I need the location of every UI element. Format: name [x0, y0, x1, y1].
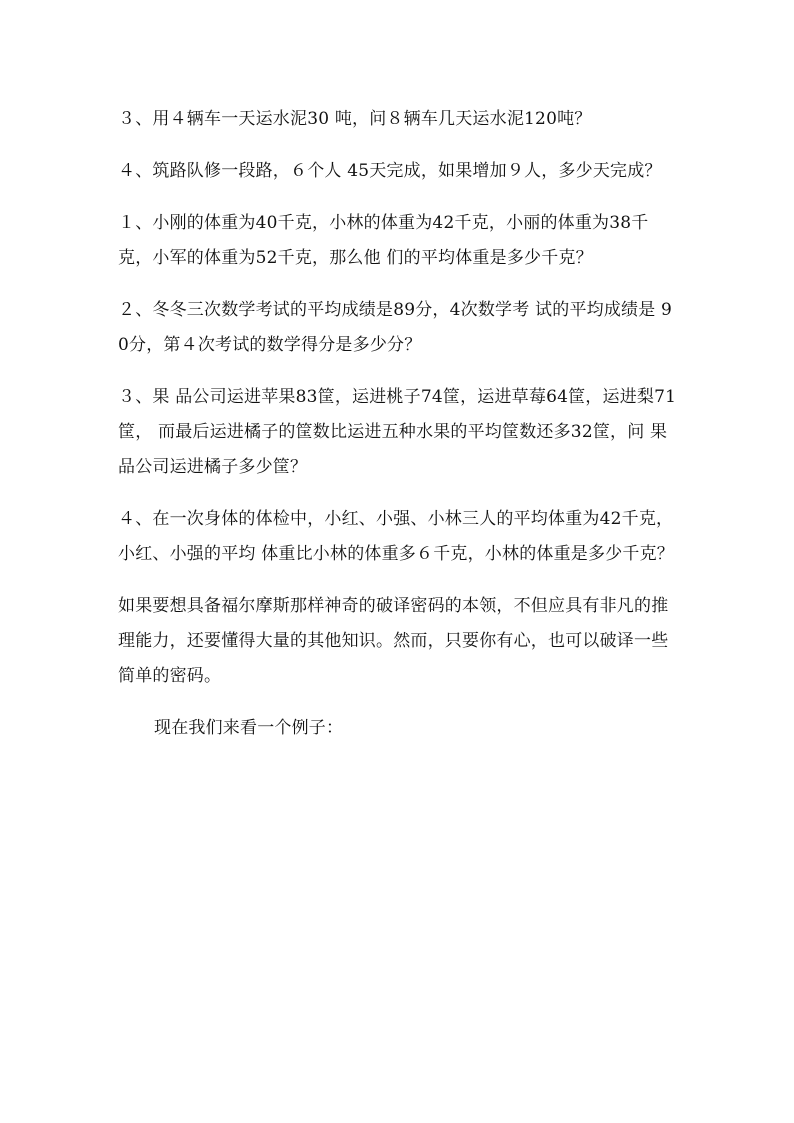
problem-4-health-check: ４、在一次身体的体检中，小红、小强、小林三人的平均体重为42千克，小红、小强的平均 体重比小林的体重多６千克，小林的体重是多少千克？ — [118, 509, 675, 564]
problem-3-fruit-baskets: ３、果 品公司运进苹果83筐，运进桃子74筐，运进草莓64筐，运进梨71筐， 而最后运进橘子的筐数比运进五种水果的平均筐数还多32筐，问 果品公司运进橘子多少筐？ — [118, 387, 677, 477]
example-intro-paragraph: 现在我们来看一个例子： — [154, 718, 344, 738]
problem-3-trucks: ３、用４辆车一天运水泥30 吨，问８辆车几天运水泥120吨？ — [118, 109, 592, 129]
problem-2-exam-scores: ２、冬冬三次数学考试的平均成绩是89分，4次数学考 试的平均成绩是 90分，第４次考试的数学得分是多少分？ — [118, 300, 673, 355]
cipher-intro-paragraph: 如果要想具备福尔摩斯那样神奇的破译密码的本领，不但应具有非凡的推理能力，还要懂得大量的其他知识。然而，只要你有心，也可以破译一些简单的密码。 — [118, 596, 669, 686]
problem-1-average-weight: １、小刚的体重为40千克，小林的体重为42千克，小丽的体重为38千克，小军的体重为52千克，那么他 们的平均体重是多少千克？ — [118, 213, 649, 268]
problem-4-road-crew: ４、筑路队修一段路，６个人 45天完成，如果增加９人，多少天完成？ — [118, 161, 662, 181]
document-body — [118, 102, 680, 746]
